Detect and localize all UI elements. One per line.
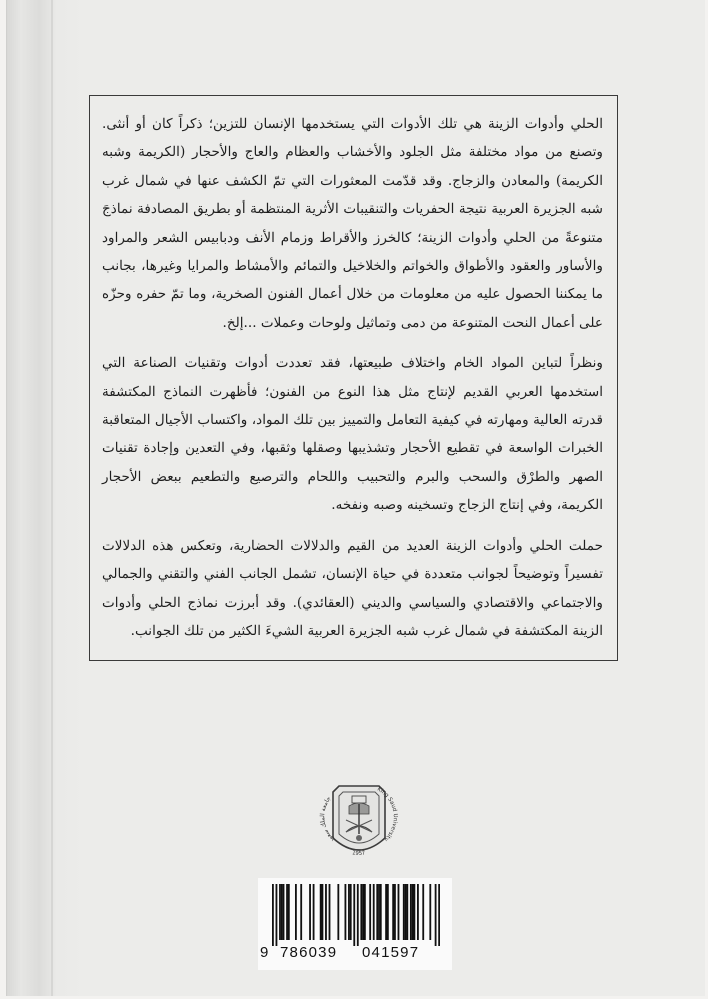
- blurb-paragraph-3: حملت الحلي وأدوات الزينة العديد من القيم والدلالات الحضارية، وتعكس هذه الدلالات تفسيراً وتوضيحاً لجوانب متعددة في حياة الإنسان، تشمل الجانب الفني والتقني والجمالي والاجتماعي والاقتصادي والسياسي والديني (العقائدي). وقد أبرزت نماذج الحلي وأدوات الزينة المكتشفة في شمال غرب شبه الجزيرة العربية الشيءَ الكثير من تلك الجوانب.: [102, 537, 603, 639]
- blurb-paragraph-1: الحلي وأدوات الزينة هي تلك الأدوات التي يستخدمها الإنسان للتزين؛ ذكراً كان أو أنثى. وتصنع من مواد مختلفة مثل الجلود والأخشاب والعظام والعاج والأحجار (الكريمة وشبه الكريمة) والمعادن والزجاج. وقد قدّمت المعثورات التي تمّ الكشف عنها في شمال غرب شبه الجزيرة العربية نتيجة الحفريات والتنقيبات الأثرية المنتظمة أو بطريق المصادفة نماذجَ متنوعةً من الحلي وأدوات الزينة؛ كالخرز والأقراط وزمام الأنف ودبابيس الشعر والمراود والأساور والعقود والأطواق والخواتم والخلاخيل والتمائم والأمشاط والمرايا وغيرها، بجانب ما يمكننا الحصول عليه من معلومات من خلال أعمال الفنون الصخرية، وما تمّ حفره وحزّه على أعمال النحت المتنوعة من دمى وتماثيل ولوحات وعملات ...إلخ.: [102, 116, 603, 331]
- isbn-lead-digit: 9: [260, 944, 269, 961]
- barcode-bar: [373, 884, 375, 940]
- barcode-bar: [378, 884, 380, 940]
- barcode-bar: [283, 884, 285, 940]
- barcode-bar: [438, 884, 440, 946]
- barcode-bar: [325, 884, 327, 940]
- barcode-bar: [429, 884, 431, 940]
- barcode-bar: [357, 884, 359, 946]
- barcode-bar: [345, 884, 347, 940]
- barcode-bar: [309, 884, 311, 940]
- barcode-bar: [406, 884, 408, 940]
- barcode-bar: [376, 884, 378, 940]
- barcode-bar: [286, 884, 288, 940]
- barcode-bar: [385, 884, 387, 940]
- svg-text:1957: [352, 850, 366, 857]
- barcode-bar: [360, 884, 362, 940]
- barcode-bar: [276, 884, 278, 946]
- seal-english-name: King Saud University: [375, 786, 398, 843]
- barcode-bar: [435, 884, 437, 946]
- barcode-bar: [380, 884, 382, 940]
- barcode-bar: [313, 884, 315, 940]
- barcode-bar: [279, 884, 281, 940]
- barcode-bar: [337, 884, 339, 940]
- seal-arabic-name: جامعة الملك سعود: [319, 795, 337, 844]
- isbn-group-1: 786039: [280, 944, 338, 961]
- barcode-bar: [412, 884, 414, 940]
- blurb-paragraph-2: ونظراً لتباين المواد الخام واختلاف طبيعتها، فقد تعددت أدوات وتقنيات الصناعة التي استخدمها العربي القديم لإنتاج مثل هذا النوع من الفنون؛ فأظهرت النماذج المكتشفة قدرته العالية ومهارته في كيفية التعامل والتمييز بين تلك المواد، واكتساب الأجيال المتعاقبة الخبرات الواسعة في تقطيع الأحجار وتشذيبها وصقلها وثقبها، وفي التعدين وإجادة تقنيات الصهر والطرْق والسحب والبرم والتحبيب واللحام والترصيع والتطعيم ببعض الأحجار الكريمة، وفي إنتاج الزجاج وتسخينه وصبه ونفخه.: [102, 355, 603, 514]
- barcode-bar: [398, 884, 400, 940]
- barcode-bar: [329, 884, 331, 940]
- isbn-barcode: [258, 878, 452, 970]
- spine-fold: [51, 0, 53, 996]
- barcode-bar: [362, 884, 364, 940]
- barcode-bar: [413, 884, 415, 940]
- barcode-bar: [320, 884, 322, 940]
- barcode-bar: [422, 884, 424, 940]
- barcode-bar: [348, 884, 350, 940]
- king-saud-university-seal-icon: [319, 776, 399, 868]
- isbn-group-2: 041597: [362, 944, 420, 961]
- blurb-frame: [89, 95, 618, 661]
- barcode-bar: [392, 884, 394, 940]
- barcode-bar: [272, 884, 274, 946]
- barcode-bar: [394, 884, 396, 940]
- barcode-bar: [300, 884, 302, 940]
- barcode-bar: [410, 884, 412, 940]
- barcode-bar: [295, 884, 297, 940]
- barcode-bar: [281, 884, 283, 940]
- barcode-bar: [350, 884, 352, 940]
- barcode-bar: [322, 884, 324, 940]
- barcode-bars: [272, 884, 440, 946]
- barcode-bar: [405, 884, 407, 940]
- barcode-bar: [369, 884, 371, 940]
- barcode-bar: [387, 884, 389, 940]
- barcode-bar: [403, 884, 405, 940]
- barcode-bar: [364, 884, 366, 940]
- barcode-bar: [288, 884, 290, 940]
- seal-year: 1957: [351, 850, 366, 858]
- isbn-number: [258, 944, 452, 964]
- barcode-bar: [353, 884, 355, 946]
- barcode-bar: [417, 884, 419, 940]
